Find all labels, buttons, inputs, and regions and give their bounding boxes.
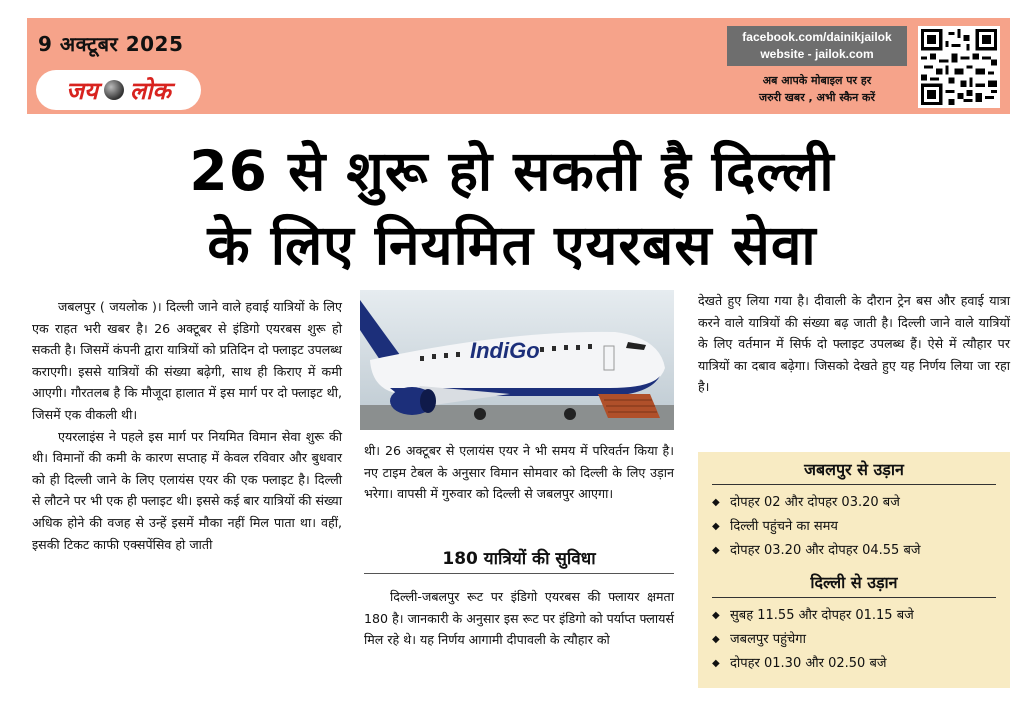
schedule-item: ◆ सुबह 11.55 और दोपहर 01.15 बजे — [708, 604, 1000, 628]
schedule-list-delhi — [708, 604, 1000, 676]
schedule-item: ◆ दिल्ली पहुंचने का समय — [708, 515, 1000, 539]
headline-line-2: के लिए नियमित एयरबस सेवा — [207, 213, 817, 277]
article-column-1 — [32, 296, 342, 555]
logo-word-lok: लोक — [129, 76, 171, 105]
scan-prompt — [727, 72, 907, 106]
schedule-item: ◆ दोपहर 03.20 और दोपहर 04.55 बजे — [708, 539, 1000, 563]
website-link[interactable]: website - jailok.com — [760, 47, 874, 61]
schedule-item: ◆ दोपहर 01.30 और 02.50 बजे — [708, 652, 1000, 676]
flight-schedule-box — [698, 452, 1010, 688]
schedule-list-jabalpur — [708, 491, 1000, 563]
headline-line-1: 26 से शुरू हो सकती है दिल्ली — [189, 139, 835, 203]
schedule-title-jabalpur: जबलपुर से उड़ान — [712, 458, 996, 485]
section-subheading: 180 यात्रियों की सुविधा — [364, 546, 674, 574]
headline — [0, 134, 1024, 282]
facebook-link[interactable]: facebook.com/dainikjailok — [742, 30, 892, 44]
article-paragraph: जबलपुर ( जयलोक )। दिल्ली जाने वाले हवाई यात्रियों के लिए एक राहत भरी खबर है। 26 अक्टूबर से इंडिगो एयरबस शुरू हो सकती है। जिसमें कंपनी द्वारा यात्रियों को प्रतिदिन दो फ्लाइट उपलब्ध कराएगी। इससे यात्रियों की संख्या बढ़ेगी, साथ ही किराए में कमी आएगी। गौरतलब है कि मौजूदा हालात में इस मार्ग पर दो फ्लाइट थी, जिसमें एक वीकली थी। — [32, 299, 342, 422]
schedule-item: ◆ जबलपुर पहुंचेगा — [708, 628, 1000, 652]
newspaper-logo[interactable] — [36, 70, 201, 110]
article-paragraph: एयरलाइंस ने पहले इस मार्ग पर नियमित विमान सेवा शुरू की थी। विमानों की कमी के कारण सप्ताह में केवल रविवार और बुधवार को ही दिल्ली जाने के लिए एलायंस एयर की एक फ्लाइट है। दिल्ली से लौटने पर भी एक ही फ्लाइट थी। इससे कई बार यात्रियों की संख्या अधिक होने की वजह से उन्हें इसमें मौका नहीं मिल पाता था। वहीं, इसकी टिकट काफी एक्सपेंसिव हो जाती — [32, 428, 342, 552]
scan-line-2: जरुरी खबर , अभी स्कैन करें — [759, 91, 875, 104]
airplane-photo — [360, 290, 674, 430]
article-column-3 — [698, 290, 1010, 398]
article-paragraph: देखते हुए लिया गया है। दीवाली के दौरान ट्रेन बस और हवाई यात्रा करने वाले यात्रियों की संख्या बढ़ जाती है। दिल्ली जाने वाले यात्रियों के लिए वर्तमान में सिर्फ दो फ्लाइट उपलब्ध हैं। ऐसे में त्यौहार पर यात्रियों का दबाव बढ़ेगा। जिसको देखते हुए यह निर्णय लिया जा रहा है। — [698, 293, 1010, 395]
article-paragraph: दिल्ली-जबलपुर रूट पर इंडिगो एयरबस की फ्लायर क्षमता 180 है। जानकारी के अनुसार इस रूट पर इंडिगो को पर्याप्त फ्लायर्स मिल रहे थे। यह निर्णय आगामी दीपावली के त्यौहार को — [364, 589, 674, 648]
airplane-image — [360, 290, 674, 430]
article-paragraph: थी। 26 अक्टूबर से एलायंस एयर ने भी समय में परिवर्तन किया है। नए टाइम टेबल के अनुसार विमान सोमवार को दिल्ली के लिए उड़ान भरेगा। वापसी में गुरुवार को दिल्ली से जबलपुर आएगा। — [364, 443, 674, 502]
article-column-2 — [364, 440, 674, 505]
qr-code-icon — [921, 29, 997, 105]
issue-date: 9 अक्टूबर 2025 — [38, 32, 184, 56]
globe-icon — [104, 80, 124, 100]
indigo-logo: IndiGo — [470, 338, 540, 363]
qr-code[interactable] — [918, 26, 1000, 108]
schedule-item: ◆ दोपहर 02 और दोपहर 03.20 बजे — [708, 491, 1000, 515]
logo-word-jay: जय — [66, 76, 98, 105]
article-column-2-continued — [364, 586, 674, 651]
schedule-title-delhi: दिल्ली से उड़ान — [712, 571, 996, 598]
social-links-box — [727, 26, 907, 66]
scan-line-1: अब आपके मोबाइल पर हर — [762, 74, 872, 87]
